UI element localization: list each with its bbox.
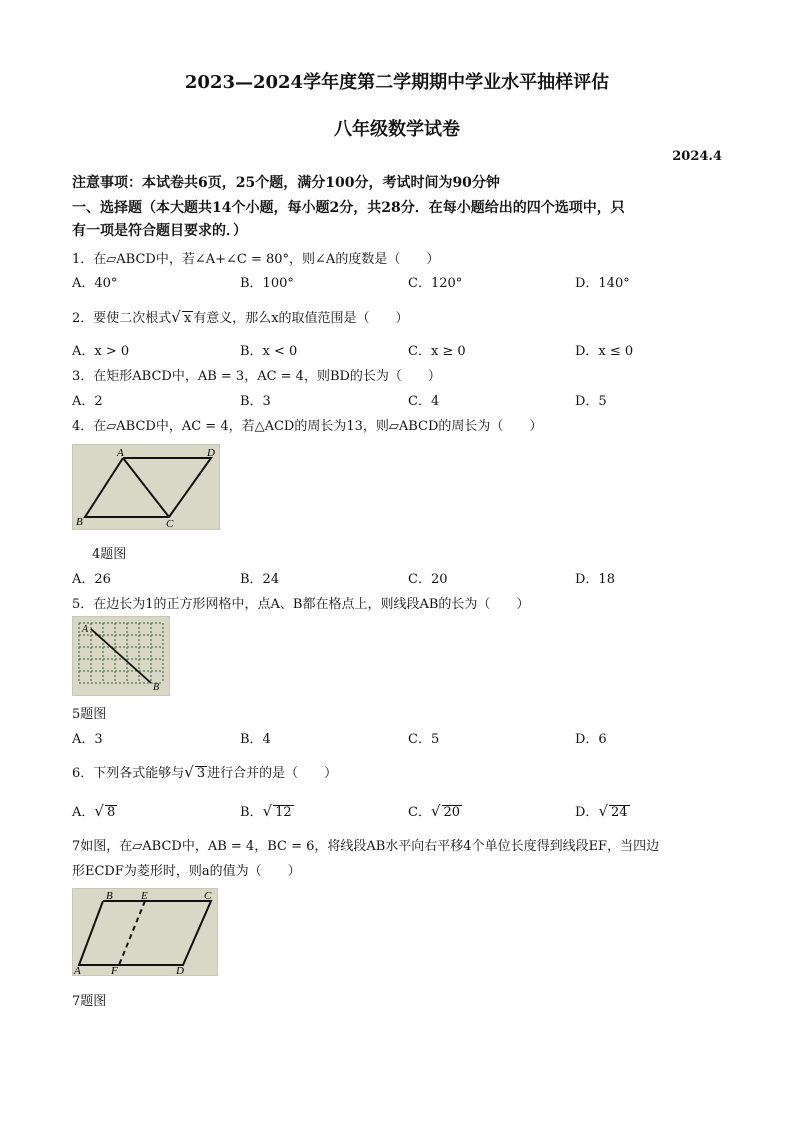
question-5-stem: 5．在边长为1的正方形网格中，点A、B都在格点上，则线段AB的长为（ ） xyxy=(72,597,530,612)
q1-option-c: C．120° xyxy=(408,276,463,291)
question-7-stem-line1: 7如图，在▱ABCD中，AB = 4，BC = 6，将线段AB水平向右平移4个单位长度得到线段EF，当四边 xyxy=(72,839,660,854)
notice: 注意事项：本试卷共6页，25个题，满分100分，考试时间为90分钟 xyxy=(72,175,500,191)
figure-q4-parallelogram xyxy=(72,444,220,530)
q5-option-b: B．4 xyxy=(240,732,271,747)
q3-option-d: D．5 xyxy=(575,394,607,409)
q6-option-c xyxy=(408,801,462,820)
exam-subtitle: 八年级数学试卷 xyxy=(334,119,460,140)
figure-q5-grid xyxy=(72,616,170,696)
q7-label-d: D xyxy=(176,965,184,975)
q2-option-b: B．x < 0 xyxy=(240,344,298,359)
q6-radicand: 3 xyxy=(196,766,206,781)
q6-option-d-radicand: 24 xyxy=(611,805,628,820)
exam-date: 2024.4 xyxy=(672,149,722,164)
q1-option-a: A．40° xyxy=(72,276,118,291)
q6-option-a xyxy=(72,801,117,820)
question-2-stem xyxy=(72,307,409,326)
q2-radicand: x xyxy=(183,311,192,326)
question-6-stem xyxy=(72,762,337,781)
q2-stem-post: 有意义，那么x的取值范围是（ ） xyxy=(193,311,409,326)
q4-label-b: B xyxy=(76,516,83,528)
q5-caption: 5题图 xyxy=(72,707,107,722)
section-heading-line2: 有一项是符合题目要求的．） xyxy=(72,223,247,239)
sqrt-symbol: √ xyxy=(262,802,273,820)
q6-stem-pre: 6．下列各式能够与 xyxy=(72,766,185,781)
q5-label-b: B xyxy=(153,682,160,693)
sqrt-symbol: √ xyxy=(598,802,608,820)
section-heading-line1: 一、选择题（本大题共14个小题，每小题2分，共28分．在每小题给出的四个选项中，只 xyxy=(72,200,625,216)
q4-option-a: A．26 xyxy=(72,572,111,587)
q3-option-b: B．3 xyxy=(240,394,271,409)
q6-option-b-radicand: 12 xyxy=(275,805,292,820)
q6-option-b xyxy=(240,801,294,820)
q2-option-a: A．x > 0 xyxy=(72,344,130,359)
q3-option-a: A．2 xyxy=(72,394,103,409)
q6-option-c-label: C． xyxy=(408,805,431,820)
sqrt-symbol: √ xyxy=(94,802,104,820)
q5-option-a: A．3 xyxy=(72,732,103,747)
q1-option-b: B．100° xyxy=(240,276,294,291)
question-4-stem: 4．在▱ABCD中，AC = 4，若△ACD的周长为13，则▱ABCD的周长为（ ） xyxy=(72,419,543,434)
q6-option-c-radicand: 20 xyxy=(443,805,461,820)
q7-label-b: B xyxy=(106,890,113,902)
sqrt-symbol: √ xyxy=(184,763,194,781)
q6-option-b-label: B． xyxy=(240,805,263,820)
q3-option-c: C．4 xyxy=(408,394,440,409)
q4-option-c: C．20 xyxy=(408,572,448,587)
sqrt-symbol: √ xyxy=(171,308,181,326)
figure-q7-parallelogram xyxy=(72,888,218,976)
q5-label-a: A xyxy=(82,624,89,635)
q7-caption: 7题图 xyxy=(72,994,107,1009)
q2-option-d: D．x ≤ 0 xyxy=(575,344,634,359)
q1-option-d: D．140° xyxy=(575,276,630,291)
q7-label-f: F xyxy=(111,965,118,975)
q4-option-d: D．18 xyxy=(575,572,615,587)
sqrt-symbol: √ xyxy=(430,802,441,820)
q4-label-c: C xyxy=(166,518,174,529)
q6-stem-post: 进行合并的是（ ） xyxy=(207,766,338,781)
q2-stem-pre: 2．要使二次根式 xyxy=(72,311,172,326)
q4-option-b: B．24 xyxy=(240,572,280,587)
q7-label-e: E xyxy=(141,890,148,902)
question-7-stem-line2: 形ECDF为菱形时，则a的值为（ ） xyxy=(72,864,301,879)
q4-caption: 4题图 xyxy=(92,547,127,562)
q4-label-d: D xyxy=(207,447,215,459)
q6-option-a-radicand: 8 xyxy=(106,805,116,820)
q7-label-a: A xyxy=(74,965,81,975)
q5-option-d: D．6 xyxy=(575,732,607,747)
q6-option-d xyxy=(575,801,630,820)
q5-option-c: C．5 xyxy=(408,732,440,747)
exam-title: 2023—2024学年度第二学期期中学业水平抽样评估 xyxy=(184,72,610,93)
q6-option-a-label: A． xyxy=(72,805,95,820)
question-3-stem: 3．在矩形ABCD中，AB = 3，AC = 4，则BD的长为（ ） xyxy=(72,369,441,384)
q2-option-c: C．x ≥ 0 xyxy=(408,344,466,359)
q7-label-c: C xyxy=(204,890,212,902)
question-1-stem: 1．在▱ABCD中，若∠A+∠C = 80°，则∠A的度数是（ ） xyxy=(72,252,440,267)
q4-label-a: A xyxy=(117,447,124,459)
q6-option-d-label: D． xyxy=(575,805,599,820)
